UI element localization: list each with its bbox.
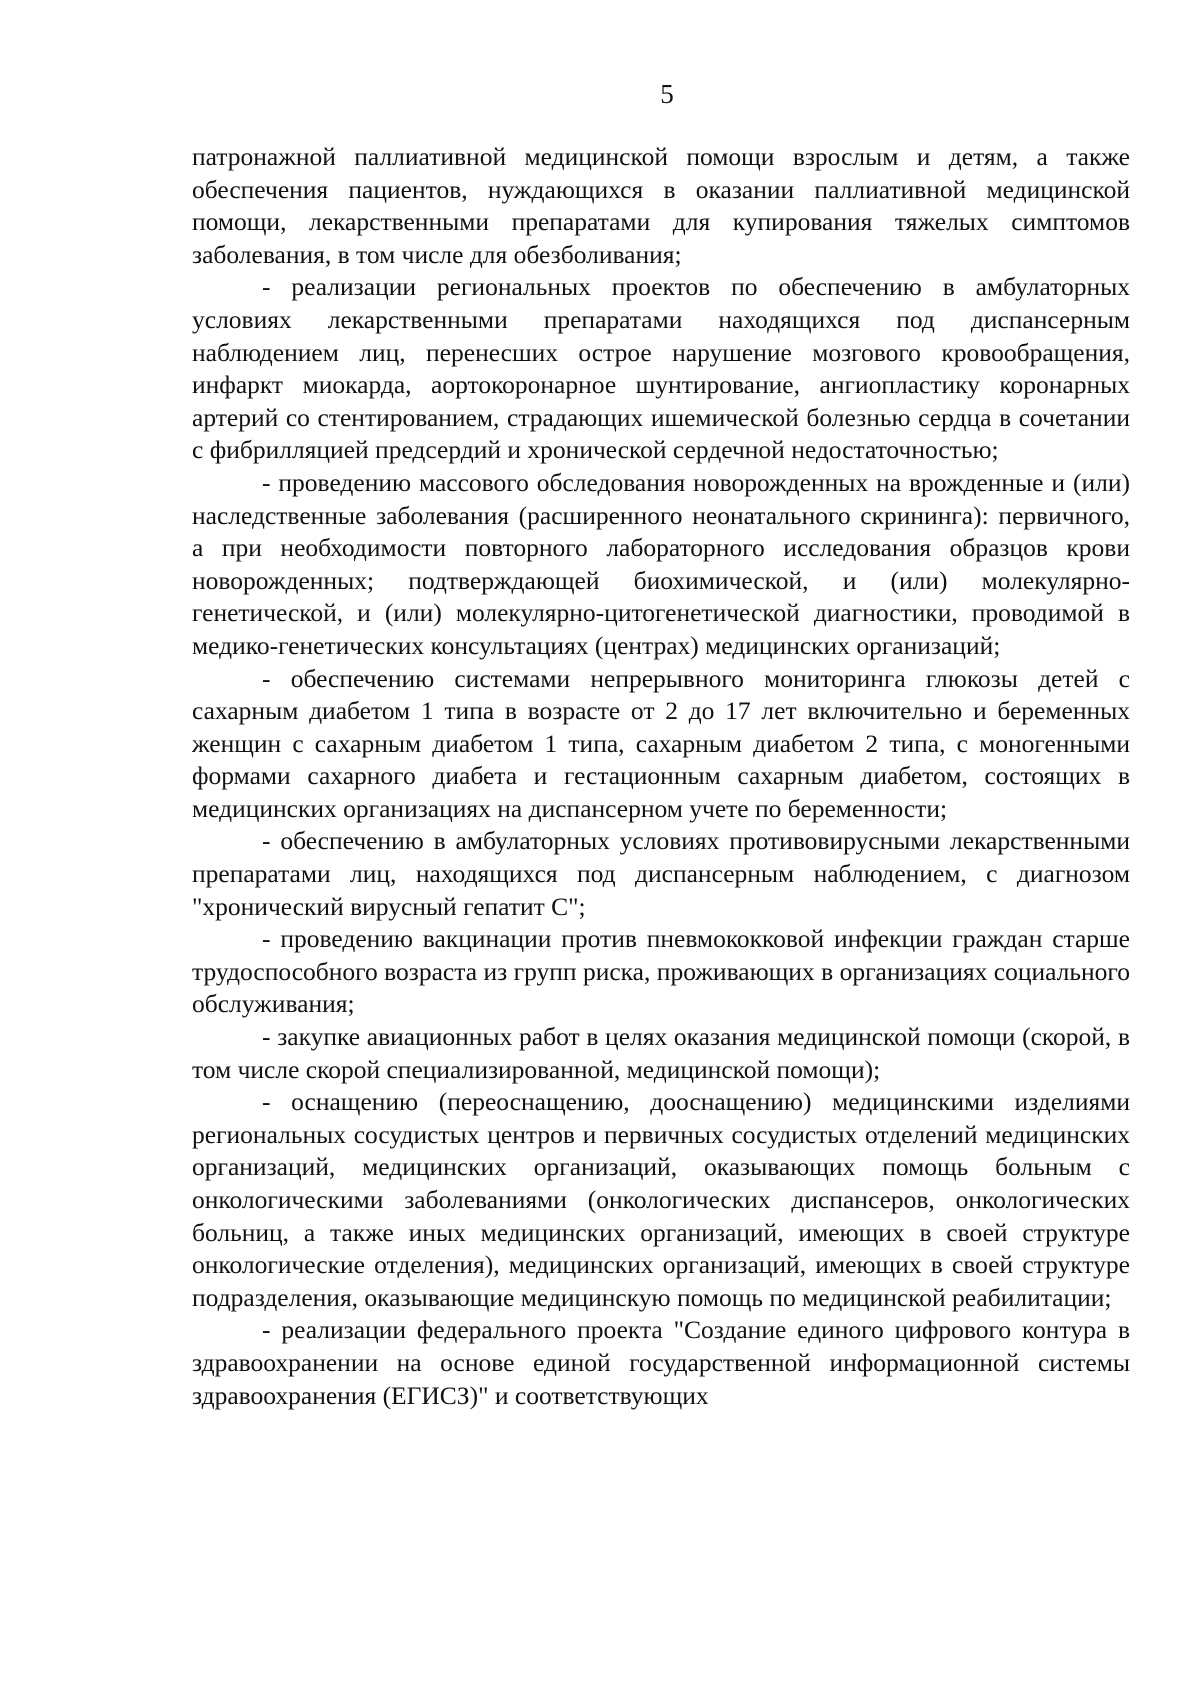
paragraph-digital-contour: - реализации федерального проекта "Создание единого цифрового контура в здравоохранении на основе единой государственной информационной системы здравоохранения (ЕГИСЗ)" и соответствующих [192, 1315, 1130, 1410]
document-body [192, 141, 1130, 1412]
paragraph-aviation-works: - закупке авиационных работ в целях оказания медицинской помощи (скорой, в том числе скорой специализированной, медицинской помощи); [192, 1022, 1130, 1084]
paragraph-glucose-monitoring: - обеспечению системами непрерывного мониторинга глюкозы детей с сахарным диабетом 1 типа в возрасте от 2 до 17 лет включительно и беременных женщин с сахарным диабетом 1 типа, сахарным диабетом 2 типа, с моногенными формами сахарного диабета и гестационным сахарным диабетом, состоящих в медицинских организациях на диспансерном учете по беременности; [192, 663, 1130, 823]
page-number: 5 [660, 79, 674, 109]
paragraph-regional-projects: - реализации региональных проектов по обеспечению в амбулаторных условиях лекарственными препаратами находящихся под диспансерным наблюдением лиц, перенесших острое нарушение мозгового кровообращения, инфаркт миокарда, аортокоронарное шунтирование, ангиопластику коронарных артерий со стентированием, страдающих ишемической болезнью сердца в сочетании с фибрилляцией предсердий и хронической сердечной недостаточностью; [192, 272, 1130, 465]
paragraph-pneumococcal-vaccination: - проведению вакцинации против пневмококковой инфекции граждан старше трудоспособного возраста из групп риска, проживающих в организациях социального обслуживания; [192, 924, 1130, 1019]
paragraph-palliative-care: патронажной паллиативной медицинской помощи взрослым и детям, а также обеспечения пациентов, нуждающихся в оказании паллиативной медицинской помощи, лекарственными препаратами для купирования тяжелых симптомов заболевания, в том числе для обезболивания; [192, 142, 1130, 269]
paragraph-antiviral-drugs: - обеспечению в амбулаторных условиях противовирусными лекарственными препаратами лиц, находящихся под диспансерным наблюдением, с диагнозом "хронический вирусный гепатит С"; [192, 826, 1130, 921]
paragraph-newborn-screening: - проведению массового обследования новорожденных на врожденные и (или) наследственные заболевания (расширенного неонатального скрининга): первичного, а при необходимости повторного лабораторного исследования образцов крови новорожденных; подтверждающей биохимической, и (или) молекулярно-генетической, и (или) молекулярно-цитогенетической диагностики, проводимой в медико-генетических консультациях (центрах) медицинских организаций; [192, 467, 1130, 660]
paragraph-medical-equipment: - оснащению (переоснащению, дооснащению) медицинскими изделиями региональных сосудистых центров и первичных сосудистых отделений медицинских организаций, медицинских организаций, оказывающих помощь больным с онкологическими заболеваниями (онкологических диспансеров, онкологических больниц, а также иных медицинских организаций, имеющих в своей структуре онкологические отделения), медицинских организаций, имеющих в своей структуре подразделения, оказывающие медицинскую помощь по медицинской реабилитации; [192, 1087, 1130, 1312]
